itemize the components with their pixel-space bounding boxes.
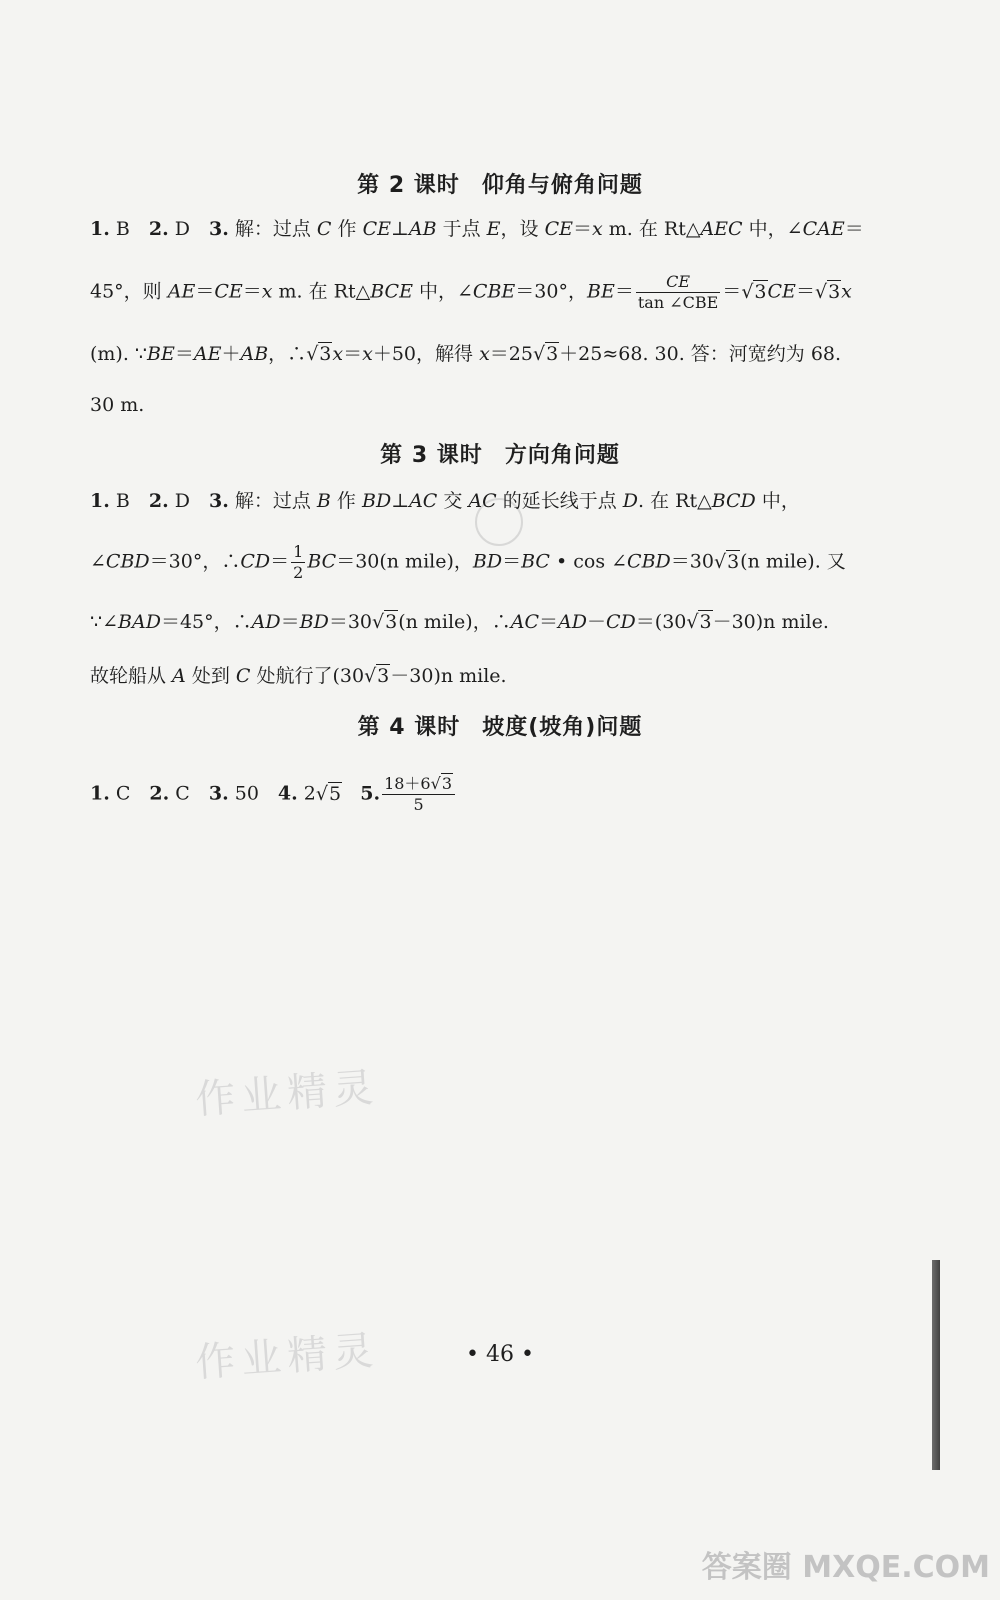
- answer-line: 1. C 2. C 3. 50 4. 2√5 5. $\frac{18+6√3}{5}$: [90, 774, 457, 815]
- answer-line: 故轮船从 A 处到 C 处航行了(30√3－30)n mile.: [90, 661, 507, 691]
- fraction: $\frac{18+6√3}{5}$: [382, 774, 455, 815]
- scan-edge-shadow: [932, 1260, 940, 1470]
- answer-line: (m). ∵BE＝AE＋AB，∴√3x＝x＋50，解得 x＝25√3＋25≈68. 30. 答：河宽约为 68.: [90, 339, 841, 369]
- fraction: $\frac{1}{2}$: [293, 542, 304, 582]
- sqrt: √3: [686, 611, 712, 633]
- sqrt: √3: [532, 343, 559, 365]
- answer-line: 1. B 2. D 3. 解：过点 C 作 CE⊥AB 于点 E，设 CE＝x m. 在 Rt△AEC 中，∠CAE＝: [90, 218, 864, 240]
- heading-lesson-label: 第 4 课时: [357, 715, 461, 740]
- sqrt: √3: [364, 665, 390, 687]
- section-heading-2: [0, 168, 1000, 199]
- sqrt: √3: [741, 280, 767, 303]
- sqrt: √3: [306, 343, 332, 365]
- heading-topic: 坡度(坡角)问题: [482, 715, 643, 740]
- section-heading-4: [0, 710, 1000, 741]
- heading-lesson-label: 第 3 课时: [380, 443, 483, 468]
- sqrt: √3: [713, 550, 740, 573]
- page-number: • 46 •: [466, 1342, 534, 1367]
- sqrt: √3: [372, 611, 398, 633]
- answer-line: ∠CBD＝30°，∴CD＝ $\frac{1}{2}$ BC＝30(n mile)，BD＝BC • cos ∠CBD＝30√3(n mile). 又: [90, 542, 846, 582]
- fraction: $\frac{CE}{\text{tan ∠CBE}}$: [637, 272, 719, 312]
- answer-line: ∵∠BAD＝45°，∴AD＝BD＝30√3(n mile)，∴AC＝AD－CD＝(30√3－30)n mile.: [90, 607, 829, 637]
- answer-line: 1. B 2. D 3. 解：过点 B 作 BD⊥AC 交 AC 的延长线于点 D. 在 Rt△BCD 中，: [90, 490, 800, 512]
- corner-watermark: 答案圈 MXQE.COM: [701, 1550, 990, 1585]
- watermark-text: 作业精灵: [193, 1064, 381, 1124]
- sqrt: √3: [814, 280, 841, 303]
- watermark-text: 作业精灵: [193, 1327, 381, 1387]
- answer-line: 45°，则 AE＝CE＝x m. 在 Rt△BCE 中，∠CBE＝30°，BE＝ $\frac{CE}{\text{tan ∠CBE}}$ ＝√3CE＝√3x: [90, 272, 852, 312]
- section-heading-3: [0, 438, 1000, 469]
- sqrt: √5: [315, 782, 342, 805]
- answer-line: 30 m.: [90, 394, 145, 416]
- heading-lesson-label: 第 2 课时: [357, 173, 460, 198]
- heading-topic: 方向角问题: [504, 443, 620, 468]
- heading-topic: 仰角与俯角问题: [481, 173, 643, 198]
